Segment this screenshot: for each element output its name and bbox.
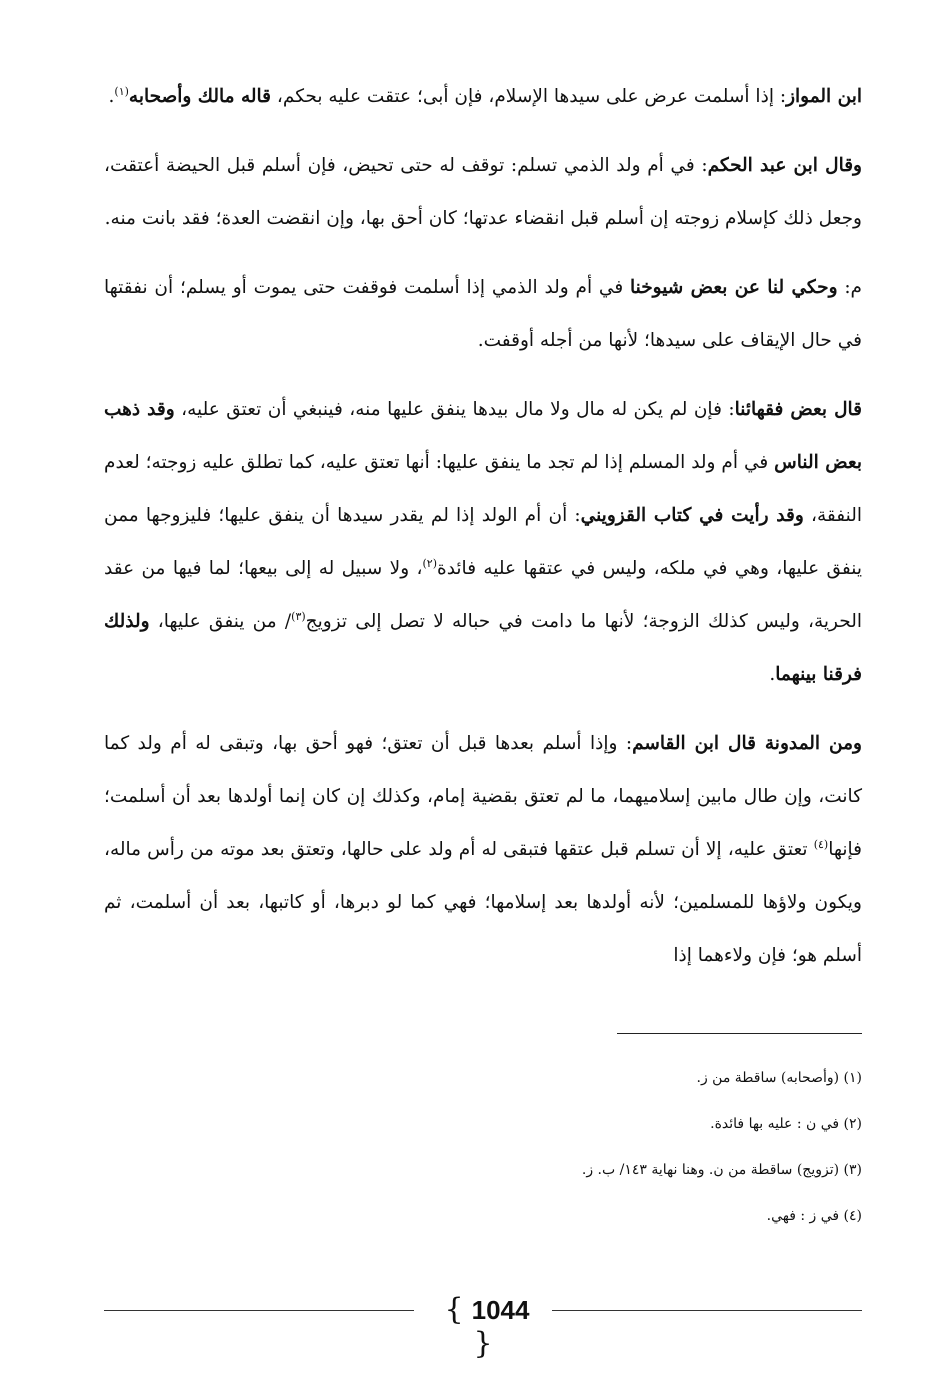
page-number	[424, 1292, 542, 1361]
bold-phrase: وقد ذهب بعض الناس	[104, 399, 862, 473]
page-footer	[104, 1292, 862, 1361]
footnote-reference: (٣)	[291, 609, 306, 623]
footnote-reference: (٤)	[813, 837, 829, 851]
text-run: .	[769, 664, 776, 685]
footnotes-list	[104, 1066, 862, 1250]
footnote-item: (٣) (تزويج) ساقطة من ن. وهنا نهاية ١٤٣/ ب. ز.	[581, 1162, 862, 1178]
page-number-text: 1044	[471, 1295, 530, 1325]
paragraph	[104, 70, 862, 123]
footer-rule-left	[104, 1310, 414, 1311]
bold-phrase: ولذلك فرقنا بينهما	[104, 611, 862, 685]
bold-phrase: وقال ابن عبد الحكم	[707, 155, 862, 176]
paragraph	[104, 717, 862, 982]
brace-right: }	[473, 1326, 493, 1361]
footer-rule-right	[552, 1310, 862, 1311]
text-run: : في أم ولد الذمي تسلم: توقف له حتى تحيض، فإن أسلم قبل الحيضة أعتقت، وجعل ذلك كإسلام زوجته إن أسلم قبل انقضاء عدتها؛ كان أحق بها، وإن انقضت العدة؛ فقد بانت منه.	[104, 155, 862, 229]
footnote-item: (٤) في ز : فهي.	[766, 1208, 862, 1224]
text-run: ، ولا سبيل له إلى بيعها؛ لما فيها من عقد الحرية، وليس كذلك الزوجة؛ لأنها ما دامت في حباله لا تصل إلى تزويج	[104, 558, 862, 632]
text-run: : فإن لم يكن له مال ولا مال بيدها ينفق عليها منه، فينبغي أن تعتق عليه،	[174, 399, 735, 420]
text-run: .	[108, 86, 115, 107]
footnote-item: (١) (وأصحابه) ساقطة من ز.	[696, 1070, 862, 1086]
page-body	[104, 70, 862, 998]
text-run: م:	[837, 277, 863, 298]
footnote-reference: (٢)	[422, 556, 437, 570]
bold-phrase: قال بعض فقهائنا	[734, 399, 863, 420]
text-run: تعتق عليه، إلا أن تسلم قبل عتقها فتبقى له أم ولد على حالها، وتعتق بعد موته من رأس ماله، ويكون ولاؤها للمسلمين؛ لأنه أولدها بعد إسلامها؛ فهي كما لو دبرها، أو كاتبها، بعد أن أسلمت، ثم أسلم هو؛ فإن ولاءهما إذا	[104, 839, 862, 966]
brace-left: {	[444, 1292, 464, 1327]
bold-phrase: قاله مالك وأصحابه	[128, 86, 272, 107]
footnote-item: (٢) في ن : عليه بها فائدة.	[710, 1116, 862, 1132]
footnote-reference: (١)	[114, 84, 129, 98]
text-run: في أم ولد المسلم إذا لم تجد ما ينفق عليها: أنها تعتق عليه، كما تطلق عليه زوجته؛ لعدم النفقة،	[104, 452, 862, 526]
text-run: / من ينفق عليها،	[149, 611, 292, 632]
paragraph	[104, 261, 862, 367]
paragraph	[104, 383, 862, 701]
text-run: : وإذا أسلم بعدها قبل أن تعتق؛ فهو أحق بها، وتبقى له أم ولد كما كانت، وإن طال مابين إسلاميهما، ما لم تعتق بقضية إمام، وكذلك إن كان إنما أولدها بعد أن أسلمت؛ فإنها	[104, 733, 862, 860]
footnote-separator	[617, 1033, 862, 1034]
bold-phrase: وقد رأيت في كتاب القزويني	[580, 505, 804, 526]
paragraph	[104, 139, 862, 245]
text-run: : أن أم الولد إذا لم يقدر سيدها أن ينفق عليها؛ فليزوجها ممن ينفق عليها، وهي في ملكه، وليس في عتقها عليه فائدة	[104, 505, 862, 579]
bold-phrase: ومن المدونة قال ابن القاسم	[632, 733, 862, 754]
text-run: في أم ولد الذمي إذا أسلمت فوقفت حتى يموت أو يسلم؛ أن نفقتها في حال الإيقاف على سيدها؛ لأنها من أجله أوقفت.	[104, 277, 862, 351]
text-run: : إذا أسلمت عرض على سيدها الإسلام، فإن أبى؛ عتقت عليه بحكم،	[271, 86, 787, 107]
bold-phrase: وحكي لنا عن بعض شيوخنا	[630, 277, 838, 298]
bold-phrase: ابن المواز	[786, 86, 862, 107]
